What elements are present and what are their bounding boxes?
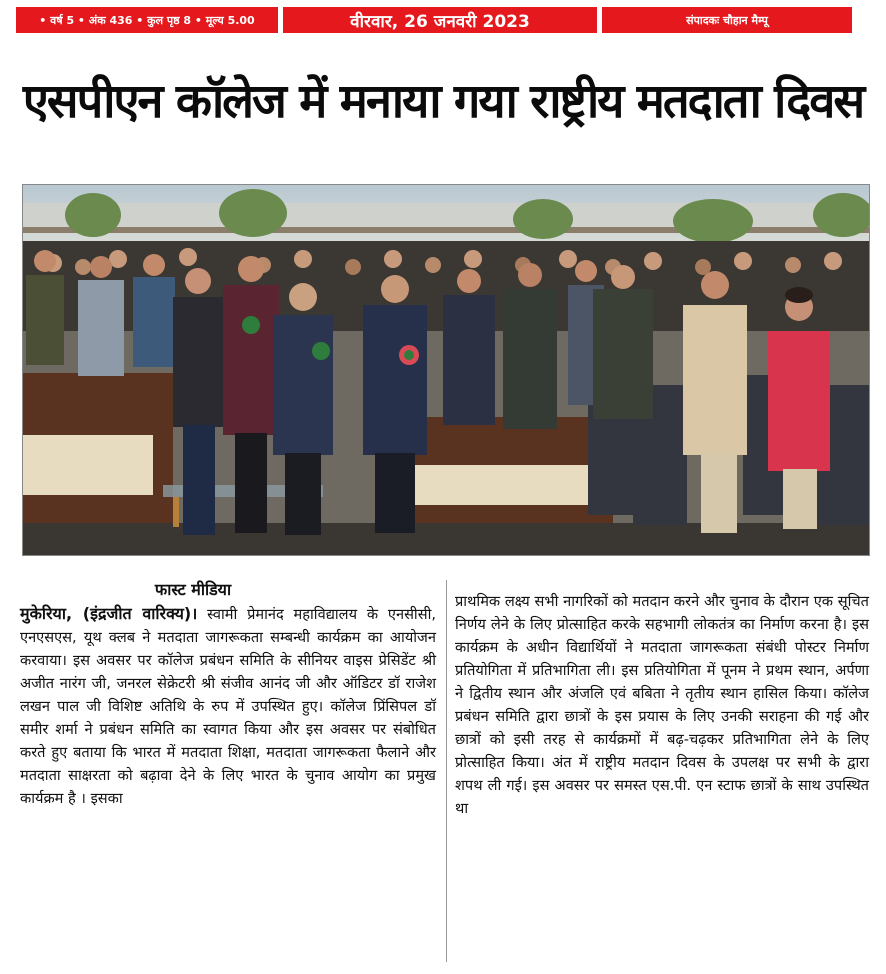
article-column-left: [20, 578, 436, 810]
masthead-editor: संपादकः चौहान मैम्पू: [602, 7, 852, 33]
article-dateline: मुकेरिया, (इंद्रजीत वारिक्य)।: [20, 604, 198, 623]
event-photo-illustration: [23, 185, 869, 555]
article-headline: एसपीएन कॉलेज में मनाया गया राष्ट्रीय मतदाता दिवस: [22, 74, 864, 129]
article-byline: फास्ट मीडिया: [154, 580, 232, 599]
column-divider: [446, 580, 447, 962]
masthead-issue-info: • वर्ष 5 • अंक 436 • कुल पृष्ठ 8 • मूल्य 5.00: [16, 7, 278, 33]
article-body-left: स्वामी प्रेमानंद महाविद्यालय के एनसीसी, एनएसएस, यूथ क्लब ने मतदाता जागरूकता सम्बन्धी कार्यक्रम का आयोजन करवाया। इस अवसर पर कॉलेज प्रबंधन समिति के सीनियर वाइस प्रेसिडेंट श्री अजीत नारंग जी, जनरल सेक्रेटरी श्री संजीव आनंद जी और ऑडिटर डॉ राजेश लखन पाल जी विशिष्ट अतिथि के रुप में उपस्थित हुए। कॉलेज प्रिंसिपल डॉ समीर शर्मा ने प्रबंधन समिति का स्वागत किया और इस अवसर पर संबोधित करते हुए बताया कि भारत में मतदाता शिक्षा, मतदाता जागरूकता फैलाने और मतदाता साक्षरता को बढ़ावा देने के लिए भारत के चुनाव आयोग का प्रमुख कार्यक्रम है । इसका: [20, 606, 436, 807]
event-photo: [22, 184, 870, 556]
article-column-right: [455, 590, 869, 820]
masthead-date: वीरवार, 26 जनवरी 2023: [283, 7, 597, 33]
article-body-right: प्राथमिक लक्ष्य सभी नागरिकों को मतदान करने और चुनाव के दौरान एक सूचित निर्णय लेने के लिए प्रोत्साहित करके सहभागी लोकतंत्र का निर्माण करना है। इस कार्यक्रम के अधीन विद्यार्थियों ने मतदाता जागरूकता संबंधी पोस्टर निर्माण प्रतियोगिता में प्रतिभागिता ली। इस प्रतियोगिता में पूनम ने प्रथम स्थान, अर्पणा ने द्वितीय स्थान और अंजलि एवं बबिता ने तृतीय स्थान हासिल किया। कॉलेज प्रबंधन समिति द्वारा छात्रों के इस प्रयास के लिए उनकी सराहना की गई और छात्रों को इसी तरह से कार्यक्रमों में बढ़-चढ़कर प्रतिभागिता लेने के लिए प्रोत्साहित किया। अंत में राष्ट्रीय मतदान दिवस के उपलक्ष पर सभी के द्वारा शपथ ली गई। इस अवसर पर समस्त एस.पी. एन स्टाफ छात्रों के साथ उपस्थित था: [455, 593, 869, 817]
